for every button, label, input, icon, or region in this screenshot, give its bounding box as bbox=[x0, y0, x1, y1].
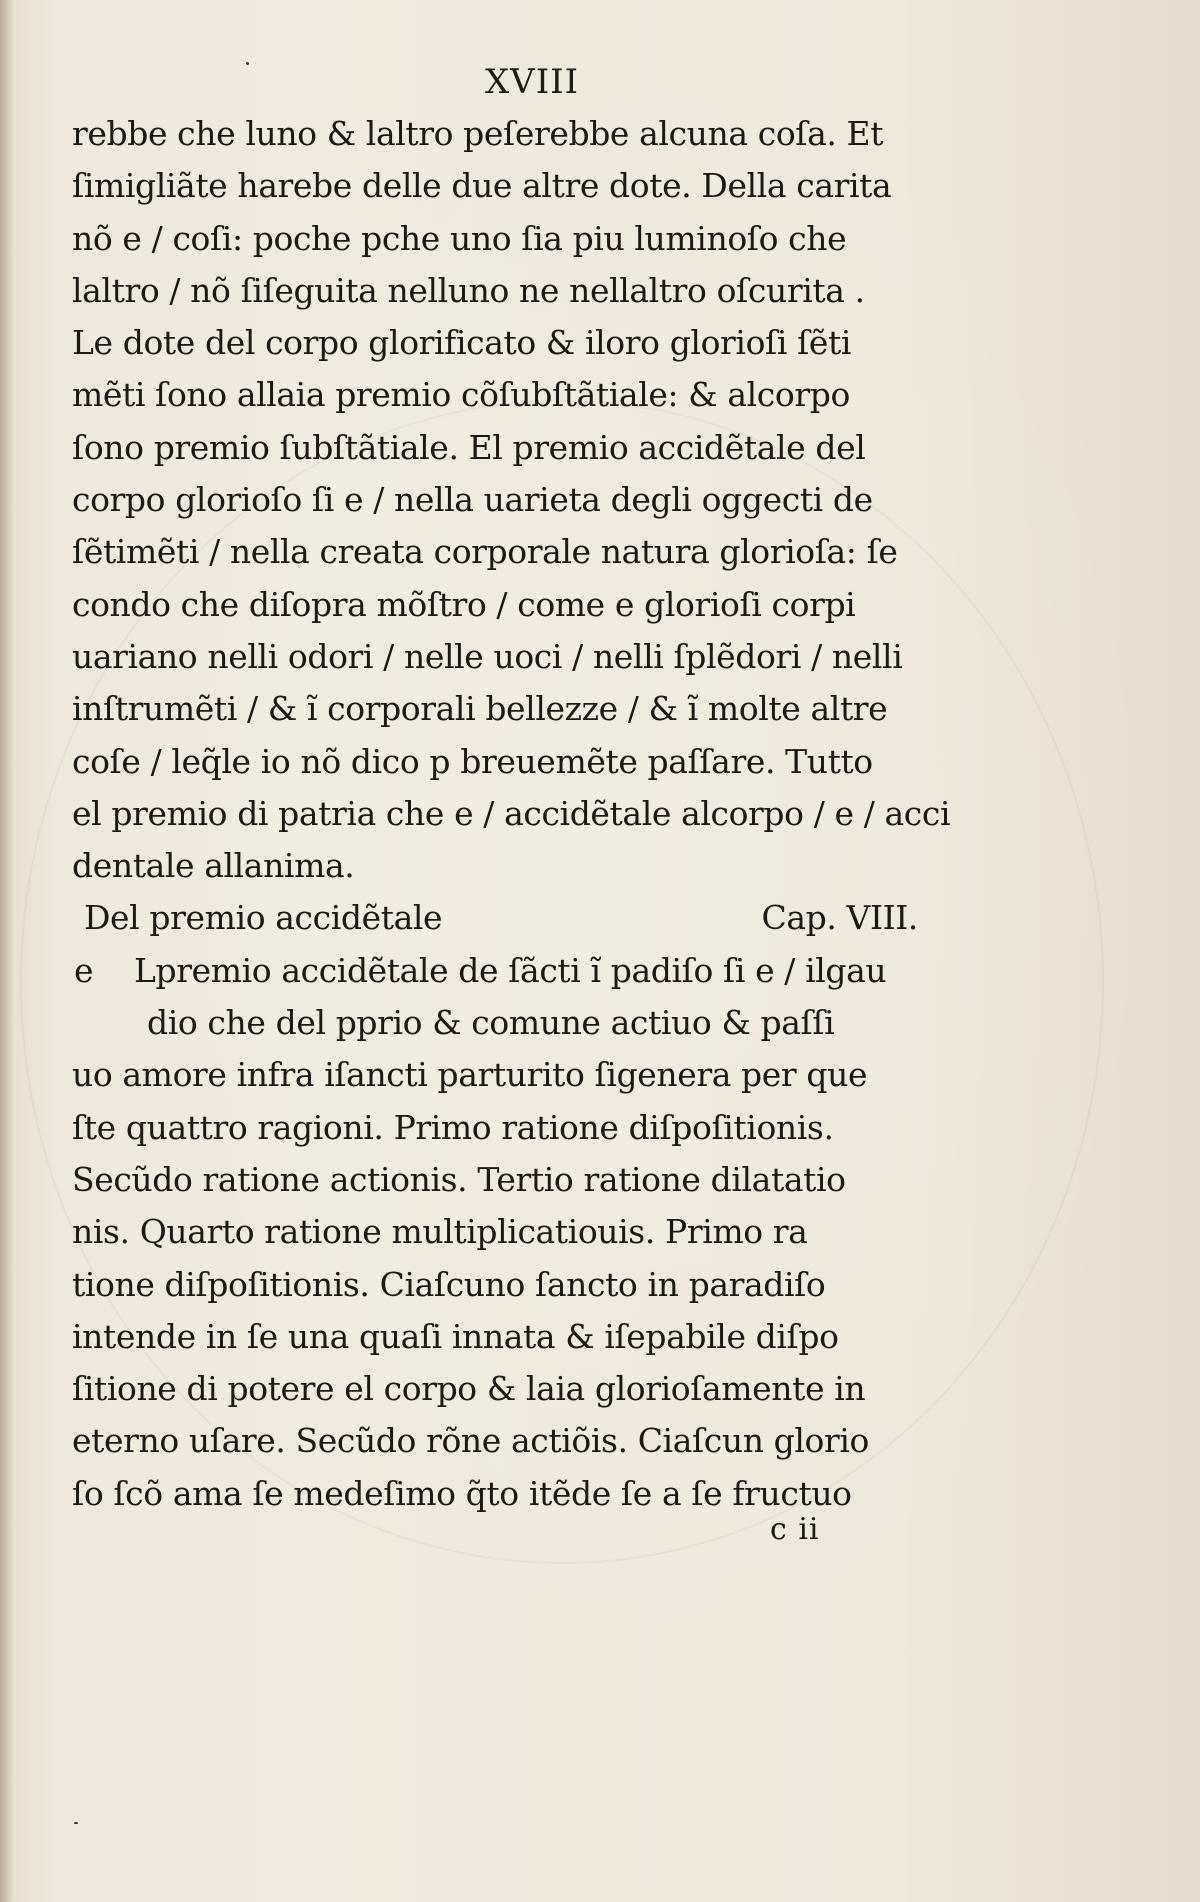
text-line: laltro / nõ ſiſeguita nelluno ne nellaltro oſcurita . bbox=[72, 270, 865, 310]
text-line: tione diſpoſitionis. Ciaſcuno ſancto in paradiſo bbox=[72, 1264, 826, 1304]
text-line: intende in ſe una quaſi innata & iſepabile diſpo bbox=[72, 1316, 839, 1356]
text-line: dio che del pprio & comune actiuo & paſſi bbox=[147, 1003, 835, 1043]
text-line: coſe / leq̃le io nõ dico p breuemẽte paſſare. Tutto bbox=[72, 741, 873, 781]
text-line: nis. Quarto ratione multiplicatiouis. Primo ra bbox=[72, 1212, 808, 1252]
text-line: corpo glorioſo ſi e / nella uarieta degli oggecti de bbox=[72, 480, 873, 520]
text-line: uariano nelli odori / nelle uoci / nelli ſplẽdori / nelli bbox=[72, 636, 903, 676]
text-line: inſtrumẽti / & ĩ corporali bellezze / & ĩ molte altre bbox=[72, 689, 888, 729]
text-line: ſitione di potere el corpo & laia glorioſamente in bbox=[72, 1369, 866, 1409]
chapter-title: Del premio accidẽtale bbox=[84, 898, 443, 938]
text-line: condo che diſopra mõſtro / come e glorioſi corpi bbox=[72, 584, 856, 624]
text-line: ſte quattro ragioni. Primo ratione diſpoſitionis. bbox=[72, 1107, 834, 1147]
chapter-heading bbox=[72, 892, 932, 944]
text-line: ſẽtimẽti / nella creata corporale natura glorioſa: ſe bbox=[72, 532, 898, 572]
text-line: uo amore infra iſancti parturito ſigenera per que bbox=[72, 1055, 868, 1095]
text-line: ſono premio ſubſtãtiale. El premio accidẽtale del bbox=[72, 427, 866, 467]
text-line: ſo ſcõ ama ſe medeſimo q̃to itẽde ſe a ſe fructuo bbox=[72, 1473, 852, 1513]
text-line: ſimigliãte harebe delle due altre dote. Della carita bbox=[72, 166, 892, 206]
text-line: mẽti ſono allaia premio cõſubſtãtiale: & alcorpo bbox=[72, 375, 850, 415]
text-line: Lpremio accidẽtale de ſãcti ĩ padiſo ſi e / ilgau bbox=[134, 950, 887, 990]
text-line: eterno uſare. Secũdo rõne actiõis. Ciaſcun glorio bbox=[72, 1421, 870, 1461]
chapter-number: Cap. VIII. bbox=[761, 898, 918, 938]
text-line: el premio di patria che e / accidẽtale alcorpo / e / acci bbox=[72, 793, 951, 833]
text-line: Secũdo ratione actionis. Tertio ratione dilatatio bbox=[72, 1159, 846, 1199]
signature-mark: c ii bbox=[770, 1512, 820, 1547]
text-line: nõ e / coſi: poche pche uno ſia piu luminoſo che bbox=[72, 218, 847, 258]
gutter-shadow bbox=[0, 0, 14, 1902]
text-line: dentale allanima. bbox=[72, 846, 355, 886]
folio-number: XVIII bbox=[484, 62, 580, 102]
guide-letter: e bbox=[74, 950, 94, 990]
text-block bbox=[72, 56, 951, 1520]
chapter-first-line bbox=[72, 945, 932, 997]
paper-speck bbox=[74, 1822, 78, 1824]
text-line: rebbe che luno & laltro peſerebbe alcuna coſa. Et bbox=[72, 114, 884, 153]
text-line: Le dote del corpo glorificato & iloro glorioſi ſẽti bbox=[72, 323, 852, 363]
